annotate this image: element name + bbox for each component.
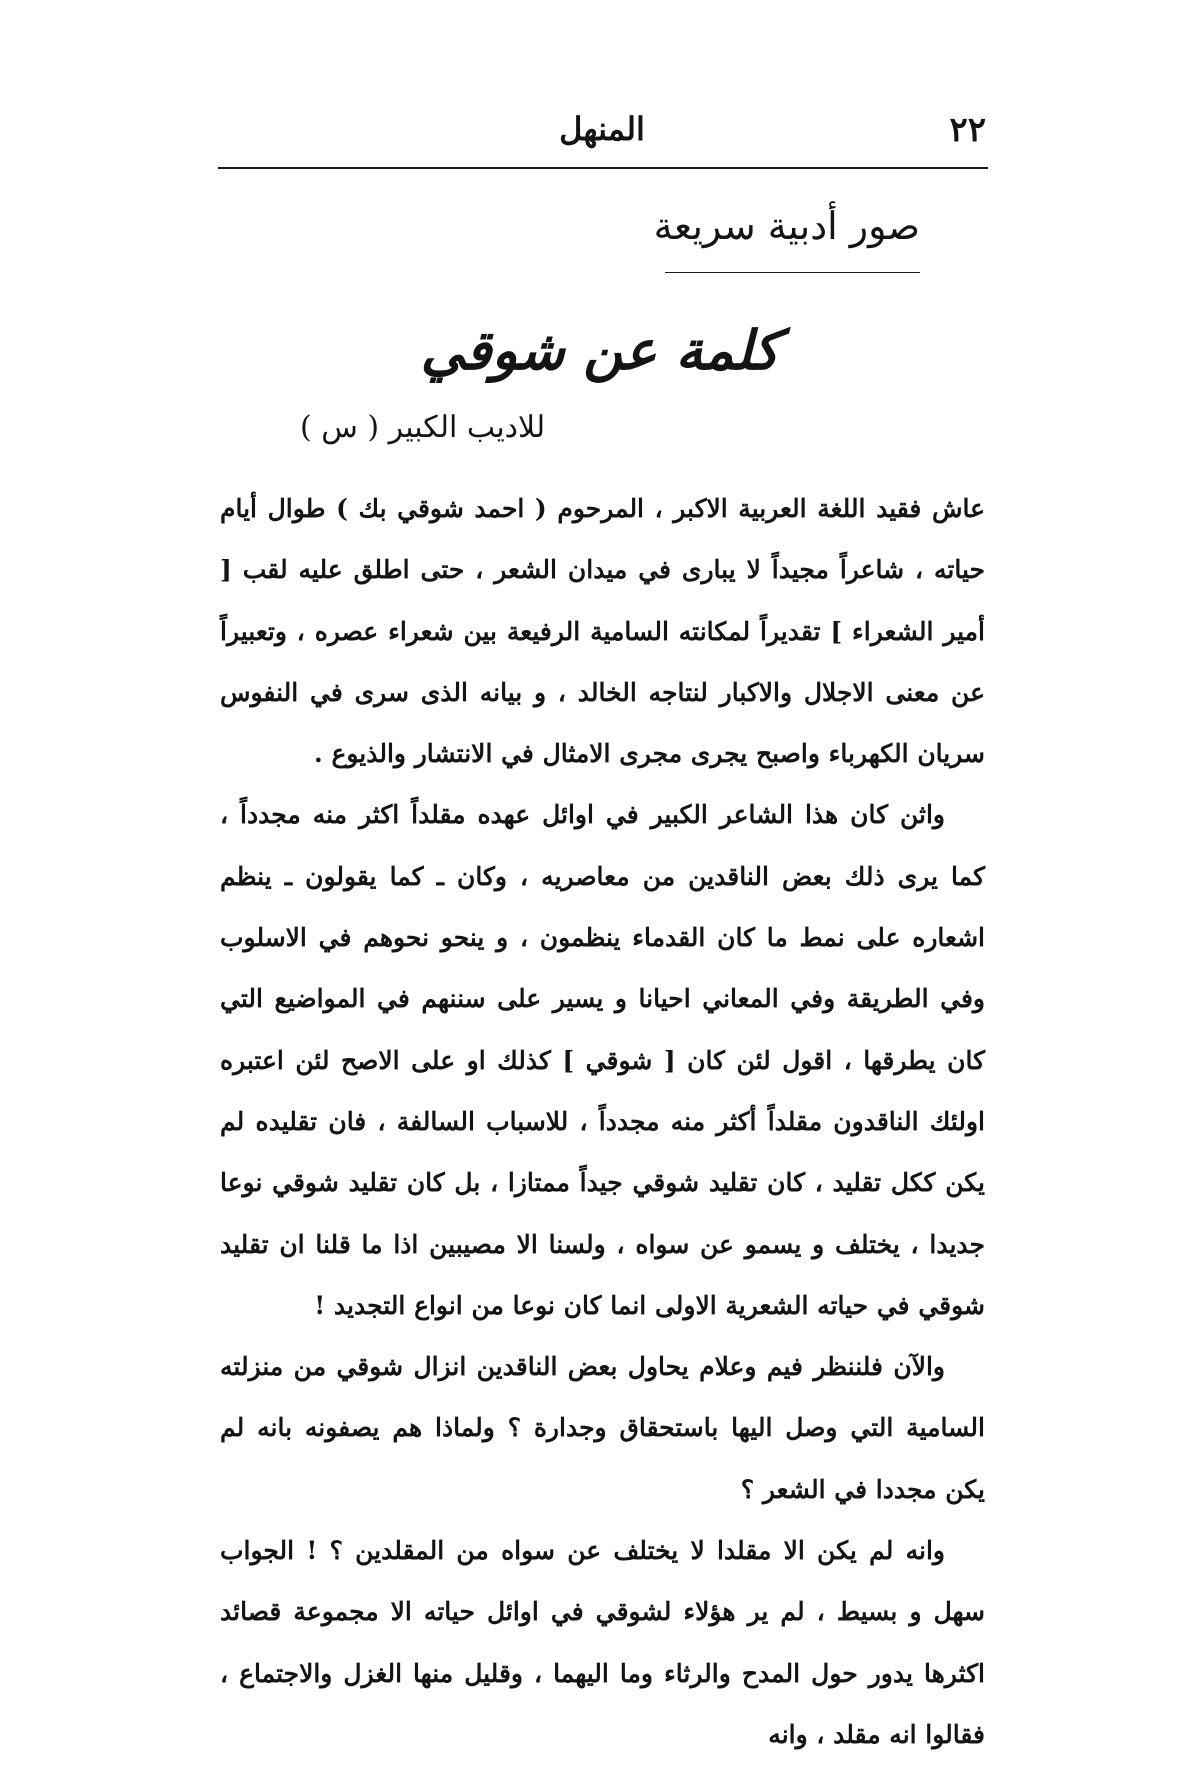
paragraph-4: وانه لم يكن الا مقلدا لا يختلف عن سواه من المقلدين ؟ ! الجواب سهل و بسيط ، لم ير هؤلاء لشوقي في اوائل حياته الا مجموعة قصائد اكثرها يدور حول المدح والرثاء وما اليهما ، وقليل منها الغزل والاجتماع ، فقالوا انه مقلد ، وانه	[220, 1536, 985, 1749]
paragraph-1: عاش فقيد اللغة العربية الاكبر ، المرحوم ( احمد شوقي بك ) طوال أيام حياته ، شاعراً مجيداً لا يبارى في ميدان الشعر ، حتى اطلق عليه لقب [ أمير الشعراء ] تقديراً لمكانته السامية الرفيعة بين شعراء عصره ، وتعبيراً عن معنى الاجلال والاكبار لنتاجه الخالد ، و بيانه الذى سرى في النفوس سريان الكهرباء واصبح يجرى مجرى الامثال في الانتشار والذيوع .	[220, 494, 985, 769]
byline: للاديب الكبير ( س )	[300, 410, 546, 445]
article-title: كلمة عن شوقي	[420, 318, 780, 382]
page-number: ٢٢	[949, 110, 986, 150]
running-title: المنهل	[559, 110, 645, 148]
paragraph-3: والآن فلننظر فيم وعلام يحاول بعض الناقدين انزال شوقي من منزلته السامية التي وصل اليها باستحقاق وجدارة ؟ ولماذا هم يصفونه بانه لم يكن مجددا في الشعر ؟	[220, 1352, 985, 1504]
article-body	[220, 478, 985, 1765]
paragraph-2: واثن كان هذا الشاعر الكبير في اوائل عهده مقلداً اكثر منه مجدداً ، كما يرى ذلك بعض الناقدين من معاصريه ، وكان ـ كما يقولون ـ ينظم اشعاره على نمط ما كان القدماء ينظمون ، و ينحو نحوهم في الاسلوب وفي الطريقة وفي المعاني احيانا و يسير على سننهم في المواضيع التي كان يطرقها ، اقول لئن كان [ شوقي ] كذلك او على الاصح لئن اعتبره اولئك الناقدون مقلداً أكثر منه مجدداً ، للاسباب السالفة ، فان تقليده لم يكن ككل تقليد ، كان تقليد شوقي جيداً ممتازا ، بل كان تقليد شوقي نوعا جديدا ، يختلف و يسمو عن سواه ، ولسنا الا مصيبين اذا ما قلنا ان تقليد شوقي في حياته الشعرية الاولى انما كان نوعا من انواع التجديد !	[220, 800, 985, 1320]
section-title: صور أدبية سريعة	[653, 204, 920, 248]
page-header	[218, 110, 986, 160]
header-divider	[218, 167, 988, 169]
section-title-underline	[665, 272, 920, 273]
